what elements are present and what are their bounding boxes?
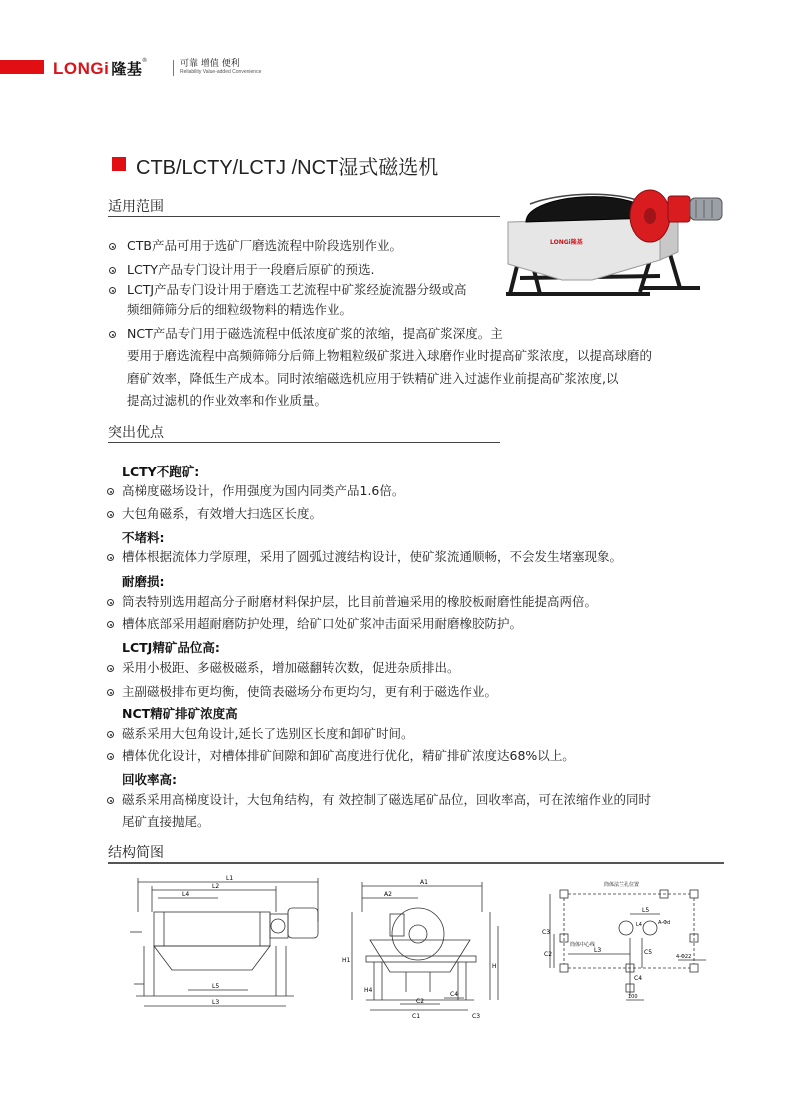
advantage-item: 槽体根据流体力学原理，采用了圆弧过渡结构设计，使矿浆流通顺畅，不会发生堵塞现象。	[122, 549, 623, 564]
page-title: CTB/LCTY/LCTJ /NCT湿式磁选机	[136, 157, 439, 179]
bullet-icon	[109, 267, 116, 274]
machine-photo	[500, 182, 732, 300]
scope-item: LCTY产品专门设计用于一段磨后原矿的预选.	[127, 262, 375, 277]
bullet-icon	[107, 621, 114, 628]
brand-logo	[53, 58, 147, 79]
dim-label: L5	[212, 983, 220, 990]
dim-label: L3	[594, 947, 602, 954]
scope-item: 提高过滤机的作业效率和作业质量。	[127, 393, 328, 408]
section-rule-advantages	[108, 442, 500, 443]
scope-item: 频细筛筛分后的细粒级物料的精选作业。	[127, 302, 353, 317]
bullet-icon	[107, 731, 114, 738]
dim-label: 筒体中心线	[570, 942, 596, 948]
advantage-item: 大包角磁系，有效增大扫选区长度。	[122, 506, 323, 521]
advantage-group-title: 回收率高:	[122, 772, 177, 787]
dim-label: 筒体法兰孔位置	[604, 882, 640, 888]
bullet-icon	[109, 331, 116, 338]
scope-item: 要用于磨选流程中高频筛筛分后筛上物粗粒级矿浆进入球磨作业时提高矿浆浓度，以提高球磨的	[127, 348, 653, 363]
dim-label: 4-Φ22	[676, 954, 692, 960]
advantage-group-title: LCTJ精矿品位高:	[122, 640, 220, 655]
dim-label: C4	[634, 975, 643, 982]
dim-label: C2	[416, 998, 425, 1005]
advantage-item: 主副磁极排布更均衡，使筒表磁场分布更均匀，更有利于磁选作业。	[122, 684, 498, 699]
dim-label: L3	[212, 999, 220, 1006]
dim-label: C2	[544, 951, 553, 958]
advantage-item: 磁系采用高梯度设计，大包角结构，有 效控制了磁选尾矿品位，回收率高，可在浓缩作业的同时	[122, 792, 651, 807]
advantage-group-title: LCTY不跑矿:	[122, 464, 200, 479]
advantage-item: 槽体优化设计，对槽体排矿间隙和卸矿高度进行优化，精矿排矿浓度达68%以上。	[122, 748, 575, 763]
advantage-item: 磁系采用大包角设计,延长了选别区长度和卸矿时间。	[122, 726, 414, 741]
dim-label: A2	[384, 891, 392, 898]
bullet-icon	[107, 689, 114, 696]
brand-slogan	[180, 59, 261, 76]
scope-item: NCT产品专门用于磁选流程中低浓度矿浆的浓缩，提高矿浆深度。主	[127, 326, 503, 341]
brand-registered-mark: ®	[142, 58, 148, 64]
dim-label: A1	[420, 879, 428, 886]
advantage-group-title: 不堵料:	[122, 530, 165, 545]
advantage-group-title: NCT精矿排矿浓度高	[122, 706, 238, 721]
section-rule-scope	[108, 216, 500, 217]
advantage-item-continuation: 尾矿直接抛尾。	[122, 814, 210, 829]
dim-label: H1	[342, 957, 351, 964]
structure-drawing-end-view	[340, 872, 510, 1022]
bullet-icon	[107, 554, 114, 561]
advantage-item: 采用小极距、多磁极磁系，增加磁翻转次数，促进杂质排出。	[122, 660, 460, 675]
structure-drawing-foundation-plan	[530, 876, 716, 1006]
advantage-item: 槽体底部采用超耐磨防护处理，给矿口处矿浆冲击面采用耐磨橡胶防护。	[122, 616, 523, 631]
dim-label: H4	[364, 987, 373, 994]
dim-label: C5	[644, 949, 653, 956]
slogan-cn: 可靠 增值 便利	[180, 59, 240, 69]
bullet-icon	[109, 287, 116, 294]
dim-label: L5	[642, 907, 650, 914]
dim-label: A-Φd	[658, 920, 671, 926]
scope-item: LCTJ产品专门设计用于磨选工艺流程中矿浆经旋流器分级或高	[127, 282, 467, 297]
section-heading-advantages: 突出优点	[108, 425, 164, 441]
scope-item: 磨矿效率，降低生产成本。同时浓缩磁选机应用于铁精矿进入过滤作业前提高矿浆浓度,以	[127, 371, 619, 386]
machine-logo: LONGi隆基	[550, 239, 583, 246]
slogan-en: Reliability Value-added Convenience	[180, 69, 262, 75]
header-divider	[173, 60, 174, 76]
brand-logo-en: LONGi	[53, 59, 110, 78]
header-red-bar	[0, 60, 44, 74]
dim-label: L4	[182, 891, 190, 898]
section-heading-scope: 适用范围	[108, 199, 164, 215]
structure-drawing-side-view	[128, 872, 334, 1012]
scope-item: CTB产品可用于选矿厂磨选流程中阶段选别作业。	[127, 238, 402, 253]
dim-label: L1	[226, 875, 234, 882]
dim-label: C4	[450, 991, 459, 998]
bullet-icon	[107, 797, 114, 804]
bullet-icon	[107, 488, 114, 495]
dim-label: H	[492, 963, 497, 970]
bullet-icon	[107, 511, 114, 518]
section-rule-structure	[108, 862, 724, 864]
dim-label: L4	[636, 922, 642, 928]
dim-label: C3	[542, 929, 551, 936]
dim-label: 100	[628, 994, 638, 1000]
advantage-item: 筒表特别选用超高分子耐磨材料保护层，比目前普遍采用的橡胶板耐磨性能提高两倍。	[122, 594, 598, 609]
dim-label: L2	[212, 883, 220, 890]
dim-label: C1	[412, 1013, 421, 1020]
title-marker	[112, 157, 126, 171]
advantage-item: 高梯度磁场设计，作用强度为国内同类产品1.6倍。	[122, 483, 405, 498]
bullet-icon	[107, 665, 114, 672]
dim-label: C3	[472, 1013, 481, 1020]
bullet-icon	[107, 753, 114, 760]
advantage-group-title: 耐磨损:	[122, 574, 165, 589]
bullet-icon	[107, 599, 114, 606]
bullet-icon	[109, 243, 116, 250]
section-heading-structure: 结构简图	[108, 845, 164, 861]
brand-logo-cn: 隆基	[111, 61, 143, 78]
